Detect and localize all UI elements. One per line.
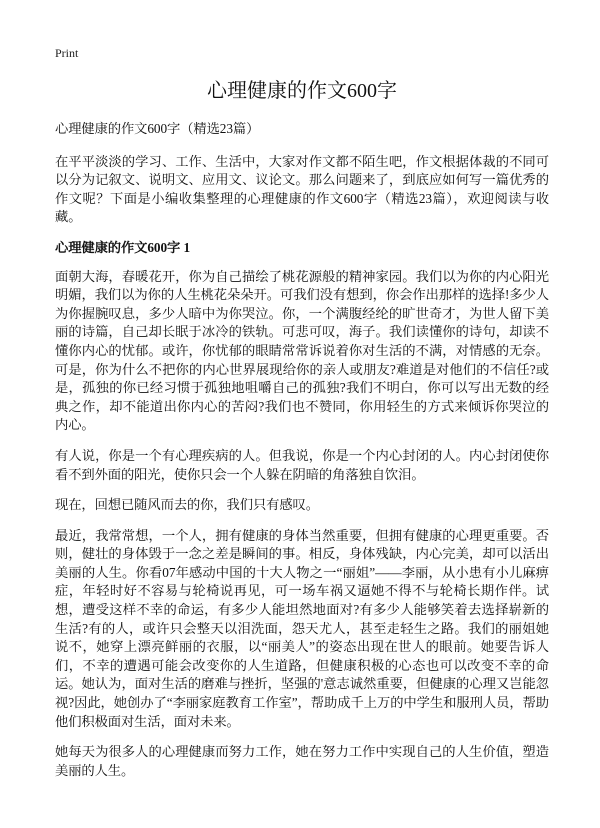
- paragraph: 现在，回想已随风而去的你，我们只有感叹。: [55, 497, 319, 513]
- paragraph: 最近，我常常想，一个人，拥有健康的身体当然重要，但拥有健康的心理更重要。否则，健壮的身体毁于一念之差是瞬间的事。相反，身体残缺，内心完美，却可以活出美丽的人生。你看07年感动中国的十大人物之一“丽姐”——李丽，从小患有小儿麻痹症，年轻时好不容易与轮椅说再见，可一场车祸又逼她不得不与轮椅长期作伴。试想，遭受这样不幸的命运，有多少人能坦然地面对?有多少人能够笑着去选择崭新的生活?有的人，或许只会整天以泪洗面，怨天尤人，甚至走轻生之路。我们的丽姐她说不，她穿上漂亮鲜丽的衣服，以“丽美人”的姿态出现在世人的眼前。她要告诉人们，不幸的遭遇可能会改变你的人生道路，但健康积极的心态也可以改变不幸的命运。她认为，面对生活的磨难与挫折，坚强的'意志诚然重要，但健康的心理又岂能忽视?因此，她创办了“李丽家庭教育工作室”，帮助成千上万的中学生和服刑人员，帮助他们积极面对生活，面对未来。: [55, 527, 549, 729]
- subtitle: 心理健康的作文600字（精选23篇）: [55, 121, 260, 136]
- intro-paragraph: 在平平淡淡的学习、工作、生活中，大家对作文都不陌生吧，作文根据体裁的不同可以分为记叙文、说明文、应用文、议论文。那么问题来了，到底应如何写一篇优秀的作文呢？下面是小编收集整理的心理健康的作文600字（精选23篇），欢迎阅读与收藏。: [55, 153, 549, 225]
- document-body: [55, 78, 549, 792]
- paragraph: 她每天为很多人的心理健康而努力工作，她在努力工作中实现自己的人生价值，塑造美丽的人生。: [55, 744, 549, 778]
- section-heading: 心理健康的作文600字 1: [55, 239, 190, 255]
- paragraph: 有人说，你是一个有心理疾病的人。但我说，你是一个内心封闭的人。内心封闭使你看不到外面的阳光，使你只会一个人躲在阴暗的角落独自饮泪。: [55, 447, 549, 482]
- print-link[interactable]: Print: [55, 46, 79, 60]
- page-title: 心理健康的作文600字: [207, 80, 397, 102]
- paragraph: 面朝大海，春暖花开，你为自己描绘了桃花源般的精神家园。我们以为你的内心阳光明媚，我们以为你的人生桃花朵朵开。可我们没有想到，你会作出那样的选择!多少人为你握腕叹息，多少人暗中为你哭泣。你，一个满腹经纶的旷世奇才，为世人留下美丽的诗篇，自己却长眠于冰冷的铁轨。可悲可叹，海子。我们读懂你的诗句，却读不懂你内心的忧郁。或许，你忧郁的眼睛常常诉说着你对生活的不满，对情感的无奈。可是，你为什么不把你的内心世界展现给你的亲人或朋友?难道是对他们的不信任?或是，孤独的你已经习惯于孤独地咀嚼自己的孤独?我们不明白，你可以写出无数的经典之作，却不能道出你内心的苦闷?我们也不赞同，你用轻生的方式来倾诉你哭泣的内心。: [55, 268, 549, 433]
